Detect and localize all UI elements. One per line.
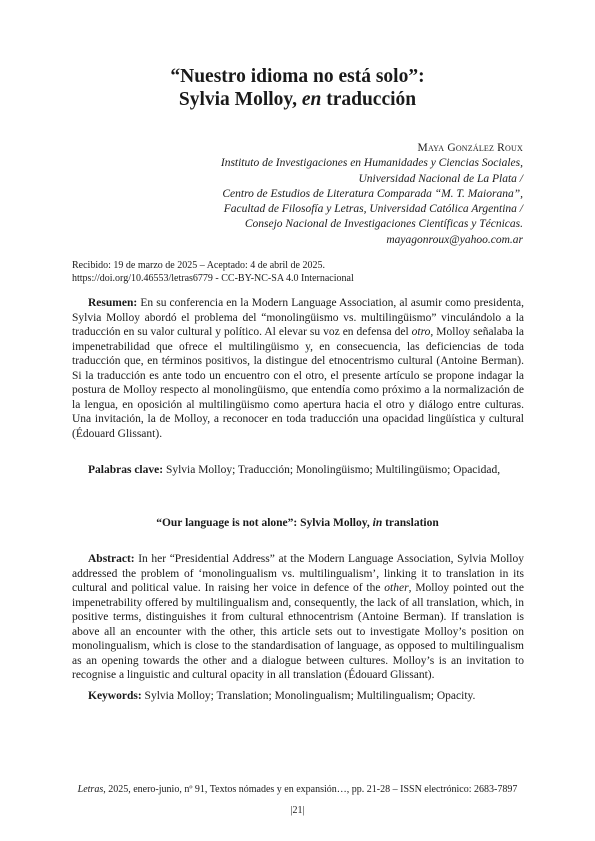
resumen-label: Resumen: bbox=[88, 297, 138, 309]
article-title-line-1: “Nuestro idioma no está solo”: bbox=[170, 66, 425, 87]
affiliation-line: Centro de Estudios de Literatura Comparada “M. T. Maiorana”, bbox=[222, 187, 523, 200]
abstract-emphasis: other bbox=[384, 582, 409, 594]
received-dates: Recibido: 19 de marzo de 2025 – Aceptado: 4 de abril de 2025. bbox=[72, 260, 325, 271]
resumen-emphasis: otro bbox=[411, 326, 431, 338]
page-number: |21| bbox=[290, 805, 305, 816]
english-title: “Our language is not alone”: Sylvia Molloy, in translation bbox=[156, 517, 439, 529]
keywords-label: Keywords: bbox=[88, 690, 142, 702]
journal-footer: Letras, 2025, enero-junio, nº 91, Textos nómades y en expansión…, pp. 21-28 – ISSN electrónico: 2683-7897 bbox=[77, 784, 518, 795]
affiliation-line: Consejo Nacional de Investigaciones Científicas y Técnicas. bbox=[244, 218, 523, 231]
article-title-line-2: Sylvia Molloy, en traducción bbox=[178, 89, 417, 110]
english-title-emphasis: in bbox=[372, 517, 383, 529]
keywords-paragraph: Keywords: Sylvia Molloy; Translation; Monolingualism; Multilingualism; Opacity. bbox=[88, 690, 476, 702]
resumen-paragraph: Resumen: En su conferencia en la Modern Language Association, al asumir como presidenta, Sylvia Molloy abordó el problema del “monolingüismo vs. multilingüismo” vinculándolo a la traducción en su valor cultural y político. Al elevar su voz en defensa del otro, Molloy señalaba la impenetrabilidad que ofrece el multilingüismo y, en consecuencia, las deficiencias de toda traducción que, en términos positivos, la distingue del etnocentrismo cultural (Antoine Berman). Si la traducción es ante todo un encuentro con el otro, el presente artículo se propone indagar la postura de Molloy respecto al monolingüismo, que entendía como próximo a la normalización de la lengua, en oposición al multilingüismo como apertura hacia el otro y diálogo entre culturas. Una invitación, la de Molloy, a reconocer en toda traducción una opacidad lingüística y cultural (Édouard Glissant). bbox=[72, 297, 524, 440]
author-email-link[interactable]: mayagonroux@yahoo.com.ar bbox=[386, 233, 523, 246]
palabras-clave-paragraph: Palabras clave: Sylvia Molloy; Traducción; Monolingüismo; Multilingüismo; Opacidad, bbox=[88, 464, 501, 476]
palabras-clave-label: Palabras clave: bbox=[88, 464, 164, 476]
journal-name: Letras bbox=[77, 784, 104, 795]
abstract-paragraph: Abstract: In her “Presidential Address” at the Modern Language Association, Sylvia Molloy addressed the problem of ‘monolingualism vs. multilingualism’, linking it to translation in its cultural and political value. In raising her voice in defence of the other, Molloy pointed out the impenetrability offered by multilingualism and, consequently, the lack of all translation, which, in positive terms, distinguishes it from cultural ethnocentrism (Antoine Berman). If translation is above all an encounter with the other, this article sets out to investigate Molloy’s position on monolingualism, which is close to the standardisation of language, as opposed to multilingualism as an opening towards the other and a dialogue between cultures. Molloy’s is an invitation to recognise a linguistic and cultural opacity in all translation (Édouard Glissant). bbox=[72, 553, 524, 681]
author-block bbox=[221, 141, 523, 248]
title-emphasis: en bbox=[301, 89, 322, 110]
affiliation-line: Facultad de Filosofía y Letras, Universidad Católica Argentina / bbox=[223, 203, 523, 216]
affiliation-line: Instituto de Investigaciones en Humanidades y Ciencias Sociales, bbox=[220, 157, 523, 170]
abstract-label: Abstract: bbox=[88, 553, 135, 565]
author-name: Maya González Roux bbox=[417, 142, 523, 154]
doi-link[interactable]: https://doi.org/10.46553/letras6779 - CC-BY-NC-SA 4.0 Internacional bbox=[72, 273, 354, 284]
received-info bbox=[72, 259, 354, 285]
affiliation-line: Universidad Nacional de La Plata / bbox=[358, 172, 523, 185]
